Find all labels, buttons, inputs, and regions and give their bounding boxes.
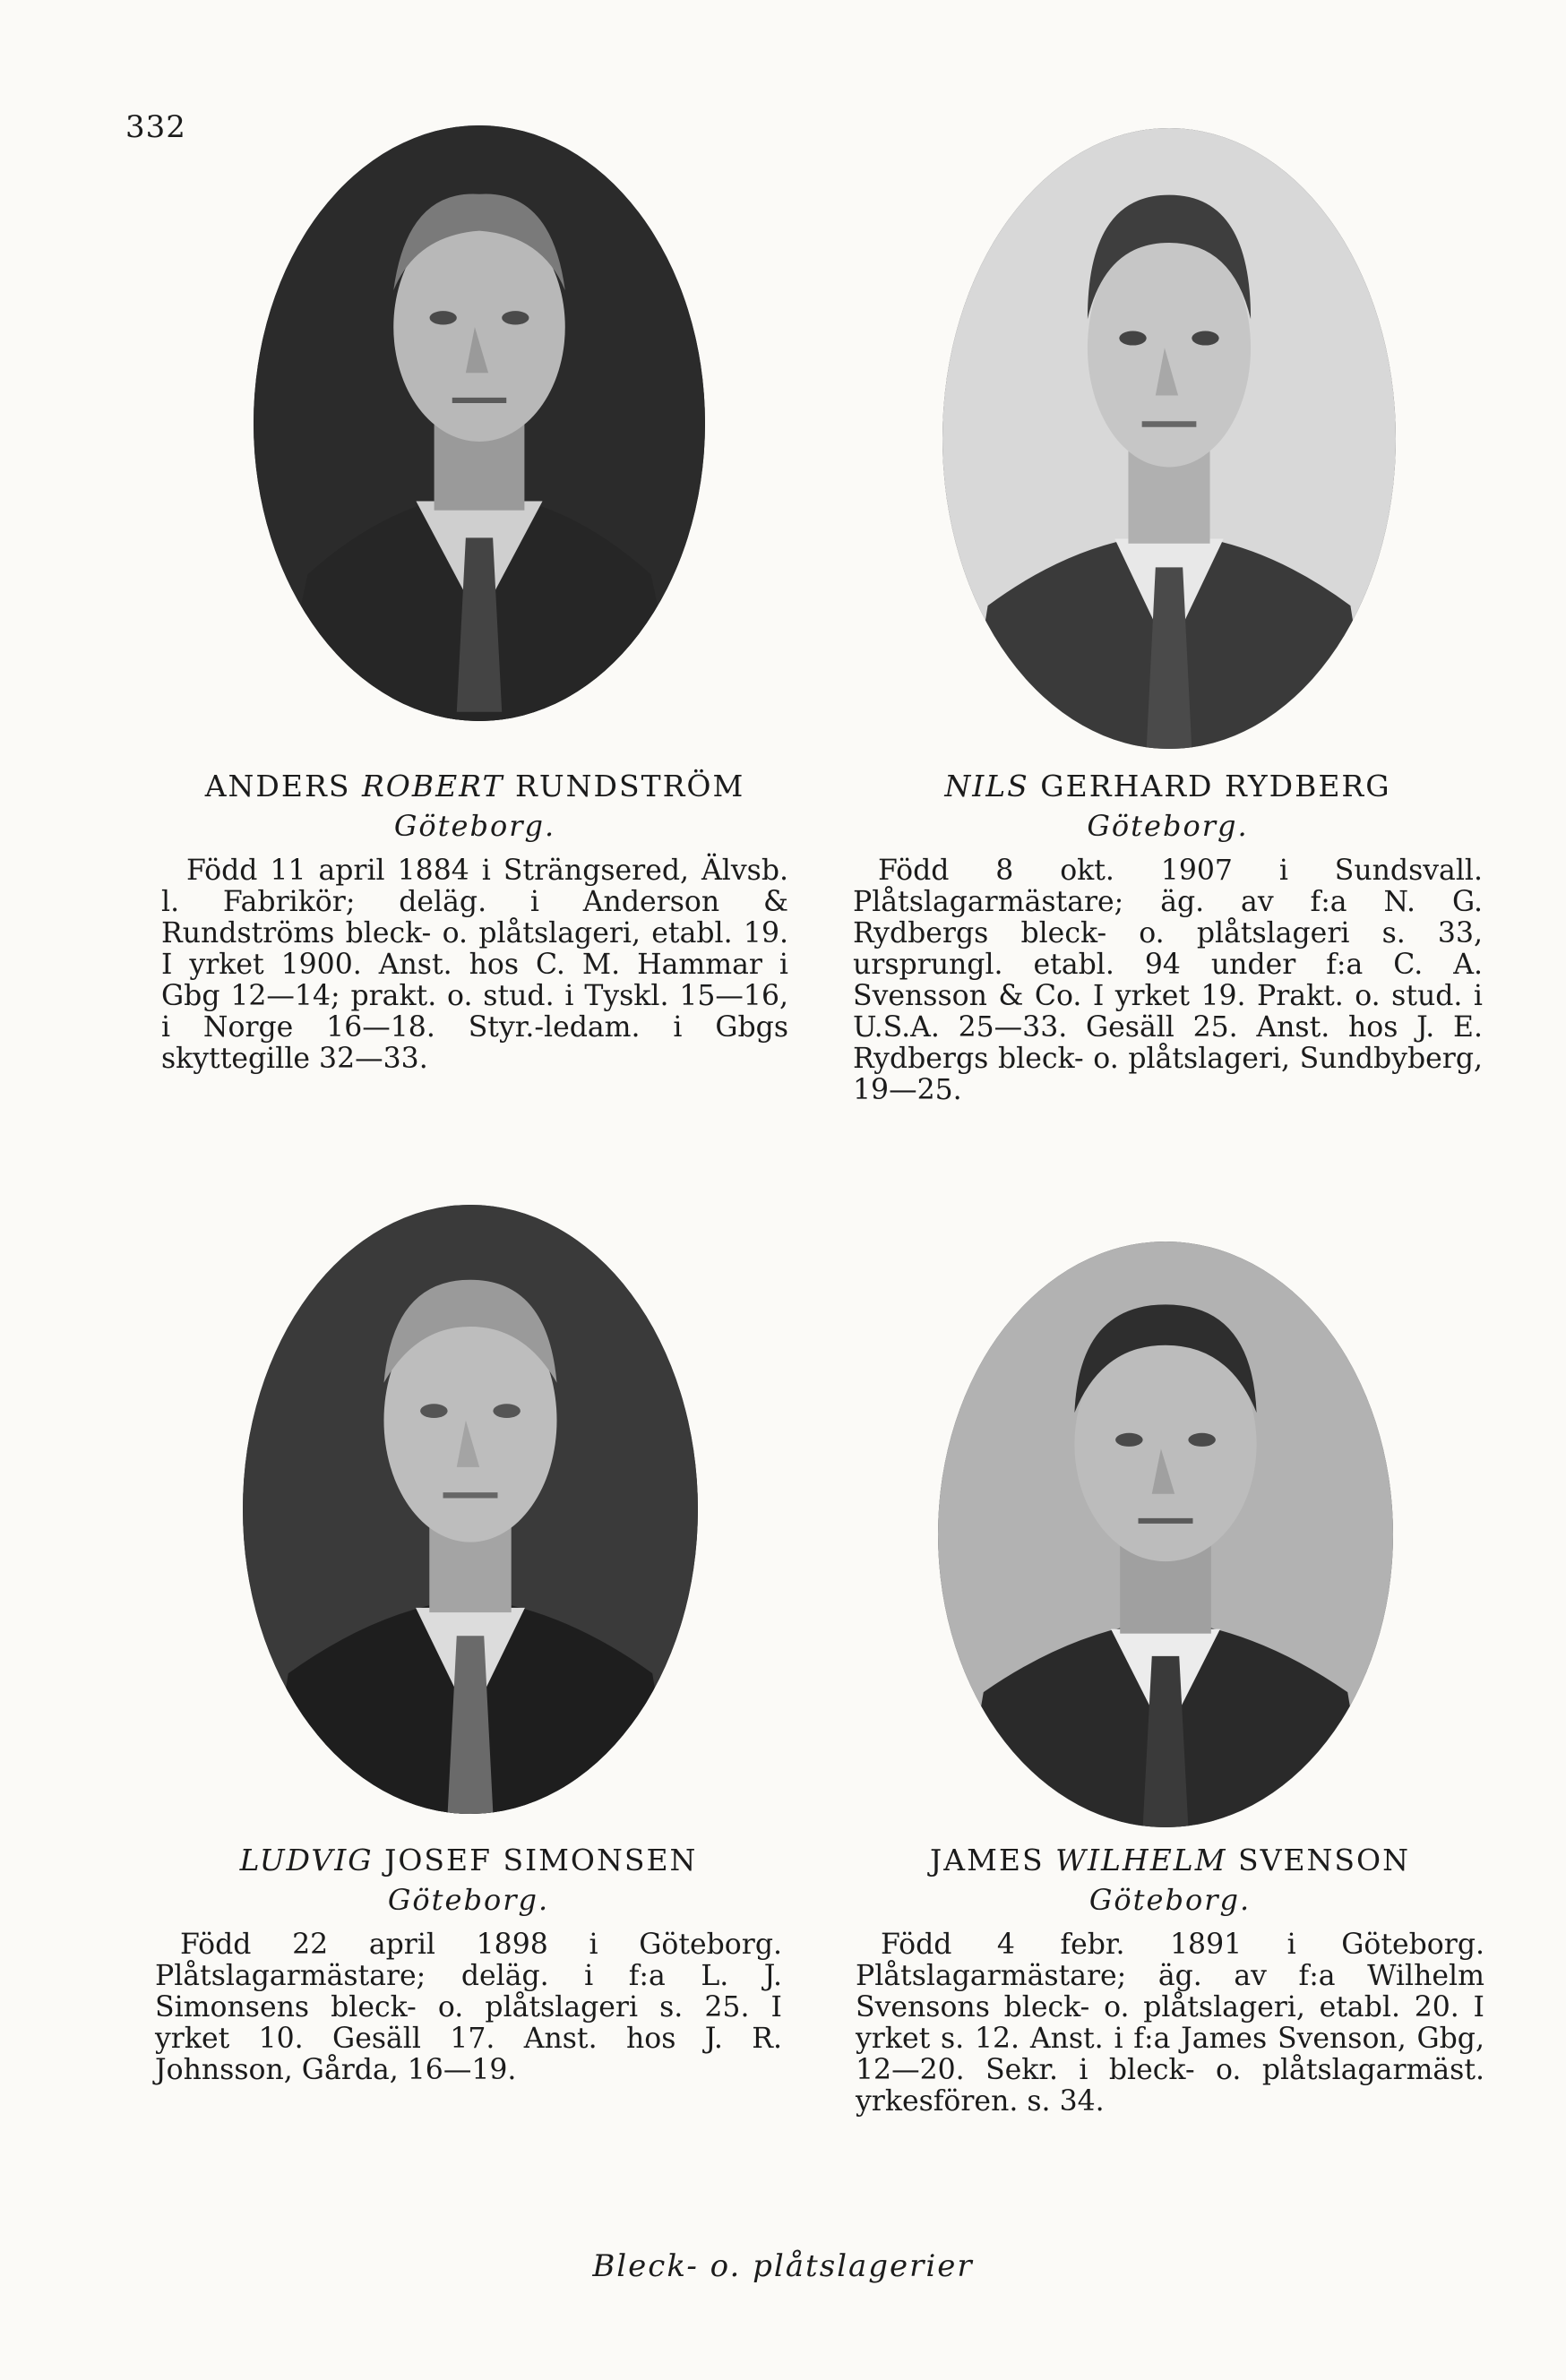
biography-text: Född 4 febr. 1891 i Göteborg. Plåtslagarmästare; äg. av f:a Wilhelm Svensons bleck- o. plåtslageri, etabl. 20. I yrket s. 12. Anst. i f:a James Svenson, Gbg, 12—20. Sekr. i bleck- o. plåtslagarmäst. yrkesfören. s. 34.	[856, 1929, 1484, 2118]
page-footer: Bleck- o. plåtslagerier	[592, 2248, 974, 2284]
biography-entry	[856, 1843, 1484, 2118]
biography-text: Född 11 april 1884 i Strängsered, Älvsb. l. Fabrikör; deläg. i Anderson & Rundströms bleck- o. plåtslageri, etabl. 19. I yrket 1900. Anst. hos C. M. Hammar i Gbg 12—14; prakt. o. stud. i Tyskl. 15—16, i Norge 16—18. Styr.-ledam. i Gbgs skyttegille 32—33.	[161, 855, 788, 1075]
portrait-photo	[254, 125, 705, 721]
portrait-photo	[243, 1205, 698, 1814]
portrait-photo	[938, 1242, 1393, 1827]
biography-entry	[155, 1843, 782, 2086]
person-name: LUDVIG JOSEF SIMONSEN	[239, 1843, 698, 1877]
portrait-photo	[942, 128, 1396, 749]
biography-entry	[161, 769, 788, 1075]
portrait-illustration	[243, 1205, 698, 1814]
person-name: NILS GERHARD RYDBERG	[944, 769, 1391, 803]
page-number: 332	[125, 109, 186, 145]
person-name: ANDERS ROBERT RUNDSTRÖM	[204, 769, 745, 803]
portrait-illustration	[938, 1242, 1393, 1827]
person-name: JAMES WILHELM SVENSON	[930, 1843, 1410, 1877]
person-city: Göteborg.	[387, 1883, 550, 1917]
biography-entry	[853, 769, 1483, 1106]
portrait-illustration	[942, 128, 1396, 749]
person-city: Göteborg.	[393, 809, 556, 843]
person-city: Göteborg.	[1088, 1883, 1252, 1917]
portrait-illustration	[254, 125, 705, 721]
biography-text: Född 8 okt. 1907 i Sundsvall. Plåtslagarmästare; äg. av f:a N. G. Rydbergs bleck- o. plåtslageri s. 33, ursprungl. etabl. 94 under f:a C. A. Svensson & Co. I yrket 19. Prakt. o. stud. i U.S.A. 25—33. Gesäll 25. Anst. hos J. E. Rydbergs bleck- o. plåtslageri, Sundbyberg, 19—25.	[853, 855, 1483, 1106]
biography-text: Född 22 april 1898 i Göteborg. Plåtslagarmästare; deläg. i f:a L. J. Simonsens bleck- o. plåtslageri s. 25. I yrket 10. Gesäll 17. Anst. hos J. R. Johnsson, Gårda, 16—19.	[155, 1929, 782, 2086]
person-city: Göteborg.	[1087, 809, 1249, 843]
